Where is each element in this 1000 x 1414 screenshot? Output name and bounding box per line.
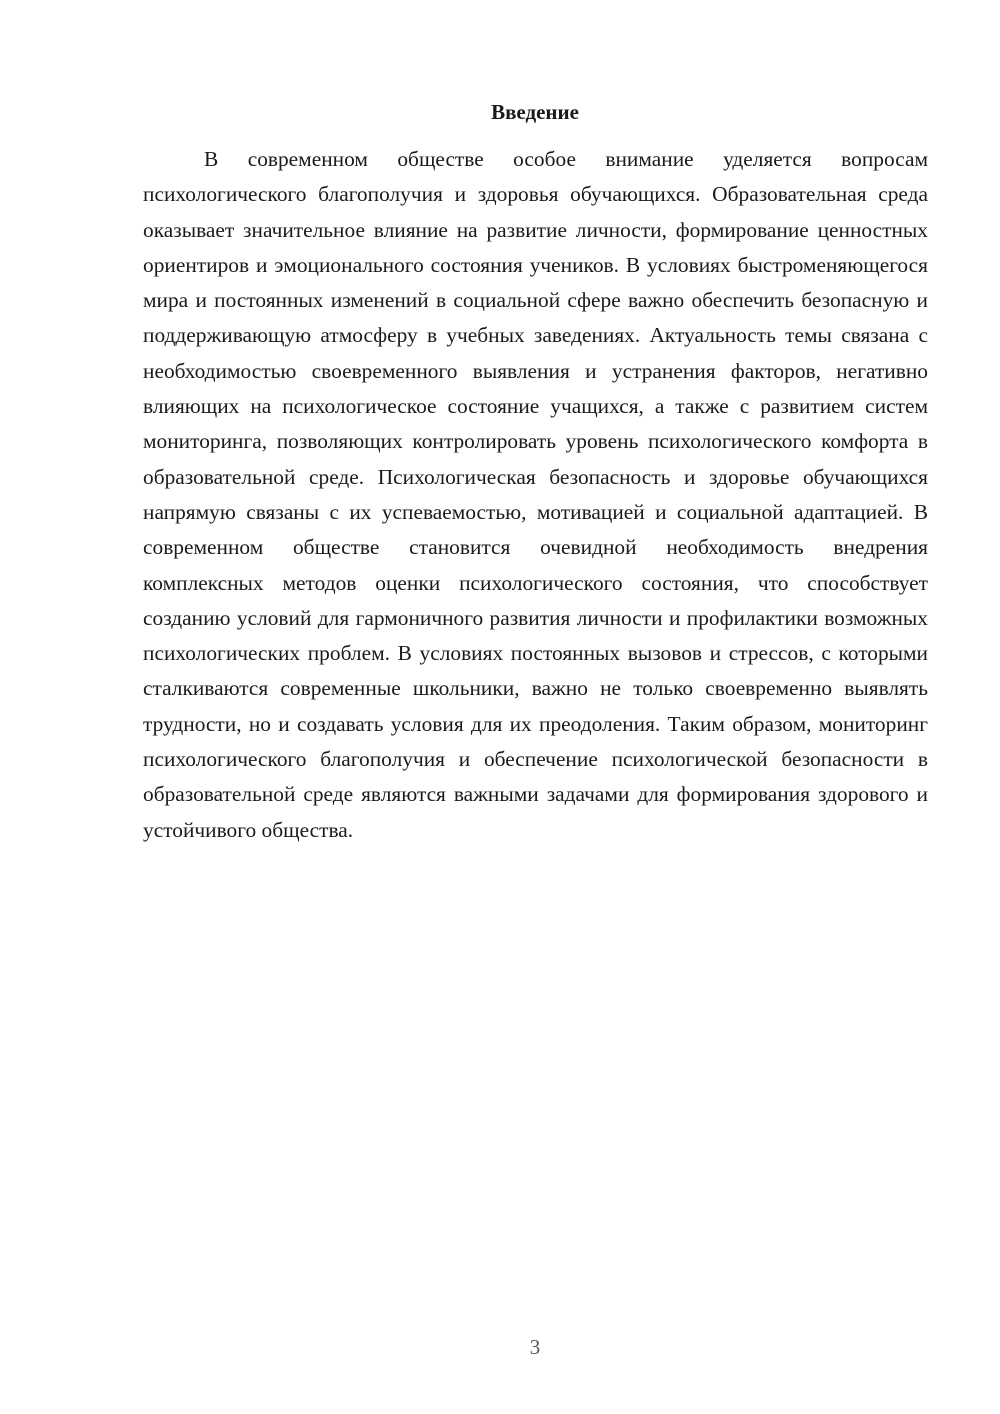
section-title: Введение <box>491 100 579 124</box>
page-number: 3 <box>529 1335 541 1359</box>
body-paragraph: В современном обществе особое внимание уделяется вопросам психологического благополучия и здоровья обучающихся. Образовательная среда оказывает значительное влияние на развитие личности, формирование ценностных ориентиров и эмоционального состояния учеников. В условиях быстроменяющегося мира и постоянных изменений в социальной сфере важно обеспечить безопасную и поддерживающую атмосферу в учебных заведениях. Актуальность темы связана с необходимостью своевременного выявления и устранения факторов, негативно влияющих на психологическое состояние учащихся, а также с развитием систем мониторинга, позволяющих контролировать уровень психологического комфорта в образовательной среде. Психологическая безопасность и здоровье обучающихся напрямую связаны с их успеваемостью, мотивацией и социальной адаптацией. В современном обществе становится очевидной необходимость внедрения комплексных методов оценки психологического состояния, что способствует созданию условий для гармоничного развития личности и профилактики возможных психологических проблем. В условиях постоянных вызовов и стрессов, с которыми сталкиваются современные школьники, важно не только своевременно выявлять трудности, но и создавать условия для их преодоления. Таким образом, мониторинг психологического благополучия и обеспечение психологической безопасности в образовательной среде являются важными задачами для формирования здорового и устойчивого общества. <box>143 147 928 842</box>
